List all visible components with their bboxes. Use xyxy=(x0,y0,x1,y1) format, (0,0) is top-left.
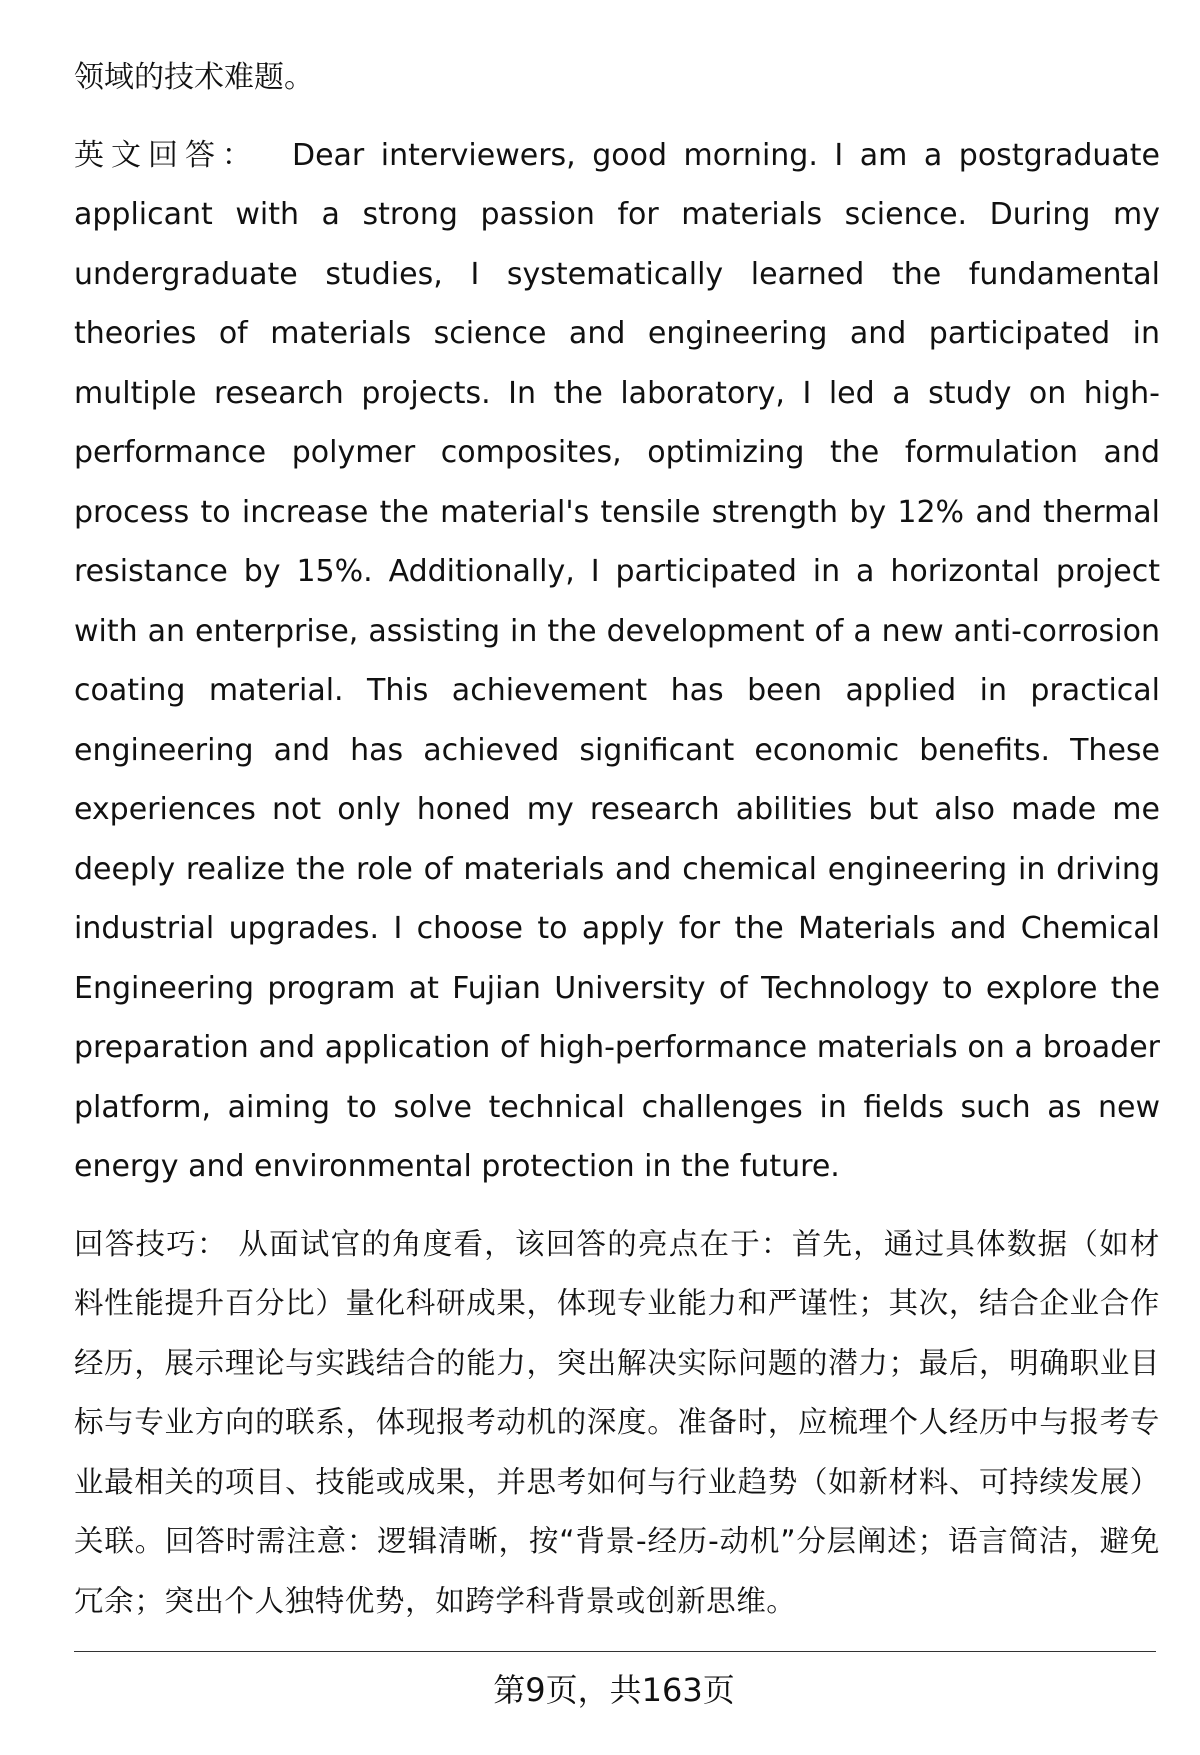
answer-tips-label: 回答技巧： xyxy=(74,1226,228,1261)
continued-paragraph-text: 领域的技术难题。 xyxy=(74,60,314,95)
english-answer-label: 英文回答： xyxy=(74,137,259,173)
page-indicator: 第9页，共163页 xyxy=(493,1671,735,1709)
answer-tips-text: 从面试官的角度看，该回答的亮点在于：首先，通过具体数据（如材料性能提升百分比）量化科研成果，体现专业能力和严谨性；其次，结合企业合作经历，展示理论与实践结合的能力，突出解决实际问题的潜力；最后，明确职业目标与专业方向的联系，体现报考动机的深度。准备时，应梳理个人经历中与报考专业最相关的项目、技能或成果，并思考如何与行业趋势（如新材料、可持续发展）关联。回答时需注意：逻辑清晰，按“背景-经历-动机”分层阐述；语言简洁，避免冗余；突出个人独特优势，如跨学科背景或创新思维。 xyxy=(74,1226,1160,1618)
answer-tips-paragraph xyxy=(74,1215,1160,1632)
document-body xyxy=(74,48,1160,1631)
footer-divider xyxy=(74,1651,1156,1652)
english-answer-text: Dear interviewers, good morning. I am a postgraduate applicant with a strong passion for materials science. During my undergraduate studies, I systematically learned the fundamental theories of materials science and engineering and participated in multiple research projects. In the laboratory, I led a study on high-performance polymer composites, optimizing the formulation and process to increase the material's tensile strength by 12% and thermal resistance by 15%. Additionally, I participated in a horizontal project with an enterprise, assisting in the development of a new anti-corrosion coating material. This achievement has been applied in practical engineering and has achieved significant economic benefits. These experiences not only honed my research abilities but also made me deeply realize the role of materials and chemical engineering in driving industrial upgrades. I choose to apply for the Materials and Chemical Engineering program at Fujian University of Technology to explore the preparation and application of high-performance materials on a broader platform, aiming to solve technical challenges in fields such as new energy and environmental protection in the future. xyxy=(74,137,1160,1184)
english-answer-paragraph xyxy=(74,126,1160,1197)
continued-paragraph xyxy=(74,48,1160,108)
page-footer xyxy=(0,1666,1200,1714)
